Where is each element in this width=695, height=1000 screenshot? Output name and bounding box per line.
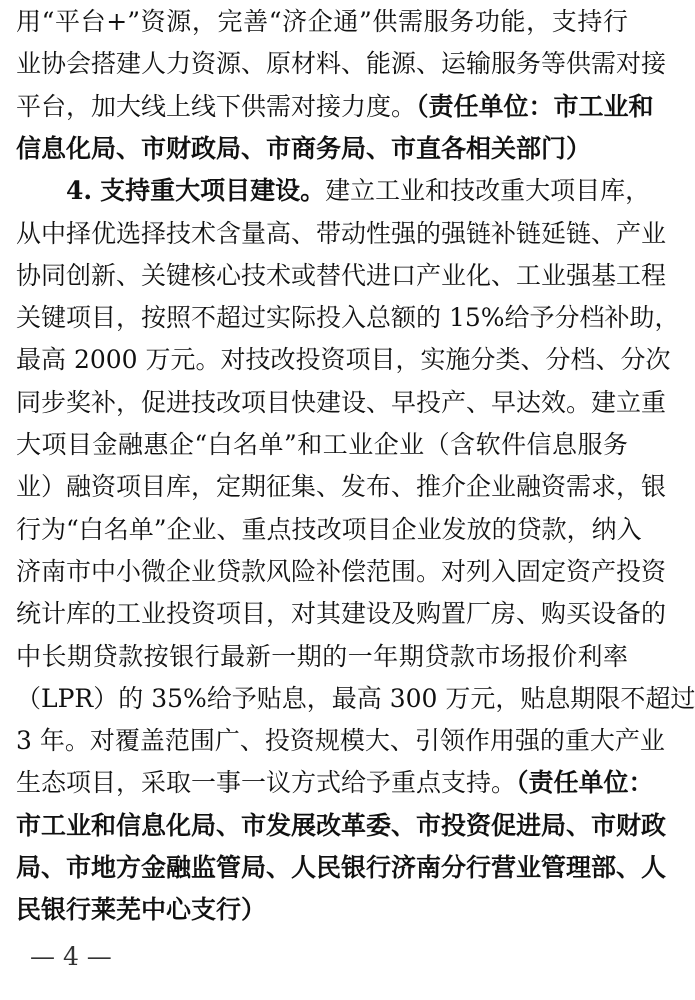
text-line: 用“平台+”资源，完善“济企通”供需服务功能，支持行: [16, 7, 628, 36]
text-line: 行为“白名单”企业、重点技改项目企业发放的贷款，纳入: [16, 514, 642, 544]
text-line: 3 年。对覆盖范围广、投资规模大、引领作用强的重大产业: [16, 726, 665, 756]
heading-number: 4.: [66, 176, 93, 206]
text-line: 从中择优选择技术含量高、带动性强的强链补链延链、产业: [16, 218, 667, 248]
text-line: 关键项目，按照不超过实际投入总额的 15%给予分档补助，: [16, 303, 680, 333]
text-line: 业协会搭建人力资源、原材料、能源、运输服务等供需对接: [16, 49, 667, 79]
responsible-units: （责任单位：: [516, 768, 654, 798]
responsible-units-line: 市工业和信息化局、市发展改革委、市投资促进局、市财政: [16, 810, 667, 840]
text-line: 协同创新、关键核心技术或替代进口产业化、工业强基工程: [16, 260, 667, 290]
text-line: 业）融资项目库，定期征集、发布、推介企业融资需求，银: [16, 472, 667, 502]
responsible-units-line: 局、市地方金融监管局、人民银行济南分行营业管理部、人: [16, 853, 667, 882]
text-line: 济南市中小微企业贷款风险补偿范围。对列入固定资产投资: [16, 556, 667, 586]
responsible-units-line: 民银行莱芜中心支行）: [16, 895, 267, 925]
text-line: 同步奖补，促进技改项目快建设、早投产、早达效。建立重: [16, 387, 667, 417]
text-line: 生态项目，采取一事一议方式给予重点支持。（责任单位：: [16, 768, 654, 798]
text-line: 最高 2000 万元。对技改投资项目，实施分类、分档、分次: [16, 345, 671, 375]
responsible-units-line: 信息化局、市财政局、市商务局、市直各相关部门）: [16, 133, 592, 163]
text-line: 大项目金融惠企“白名单”和工业企业（含软件信息服务: [16, 430, 628, 459]
text-line: （LPR）的 35%给予贴息，最高 300 万元，贴息期限不超过: [16, 683, 695, 713]
page-number: — 4 —: [30, 941, 112, 971]
text-line: 统计库的工业投资项目，对其建设及购置厂房、购买设备的: [16, 599, 667, 629]
responsible-units: （责任单位：市工业和: [416, 91, 654, 121]
text-line: 中长期贷款按银行最新一期的一年期贷款市场报价利率: [16, 641, 628, 671]
text-line: 平台，加大线上线下供需对接力度。（责任单位：市工业和: [16, 91, 654, 121]
heading-title: 支持重大项目建设。: [100, 176, 326, 206]
paragraph-heading-line: 4. 支持重大项目建设。建立工业和技改重大项目库，: [66, 176, 651, 206]
